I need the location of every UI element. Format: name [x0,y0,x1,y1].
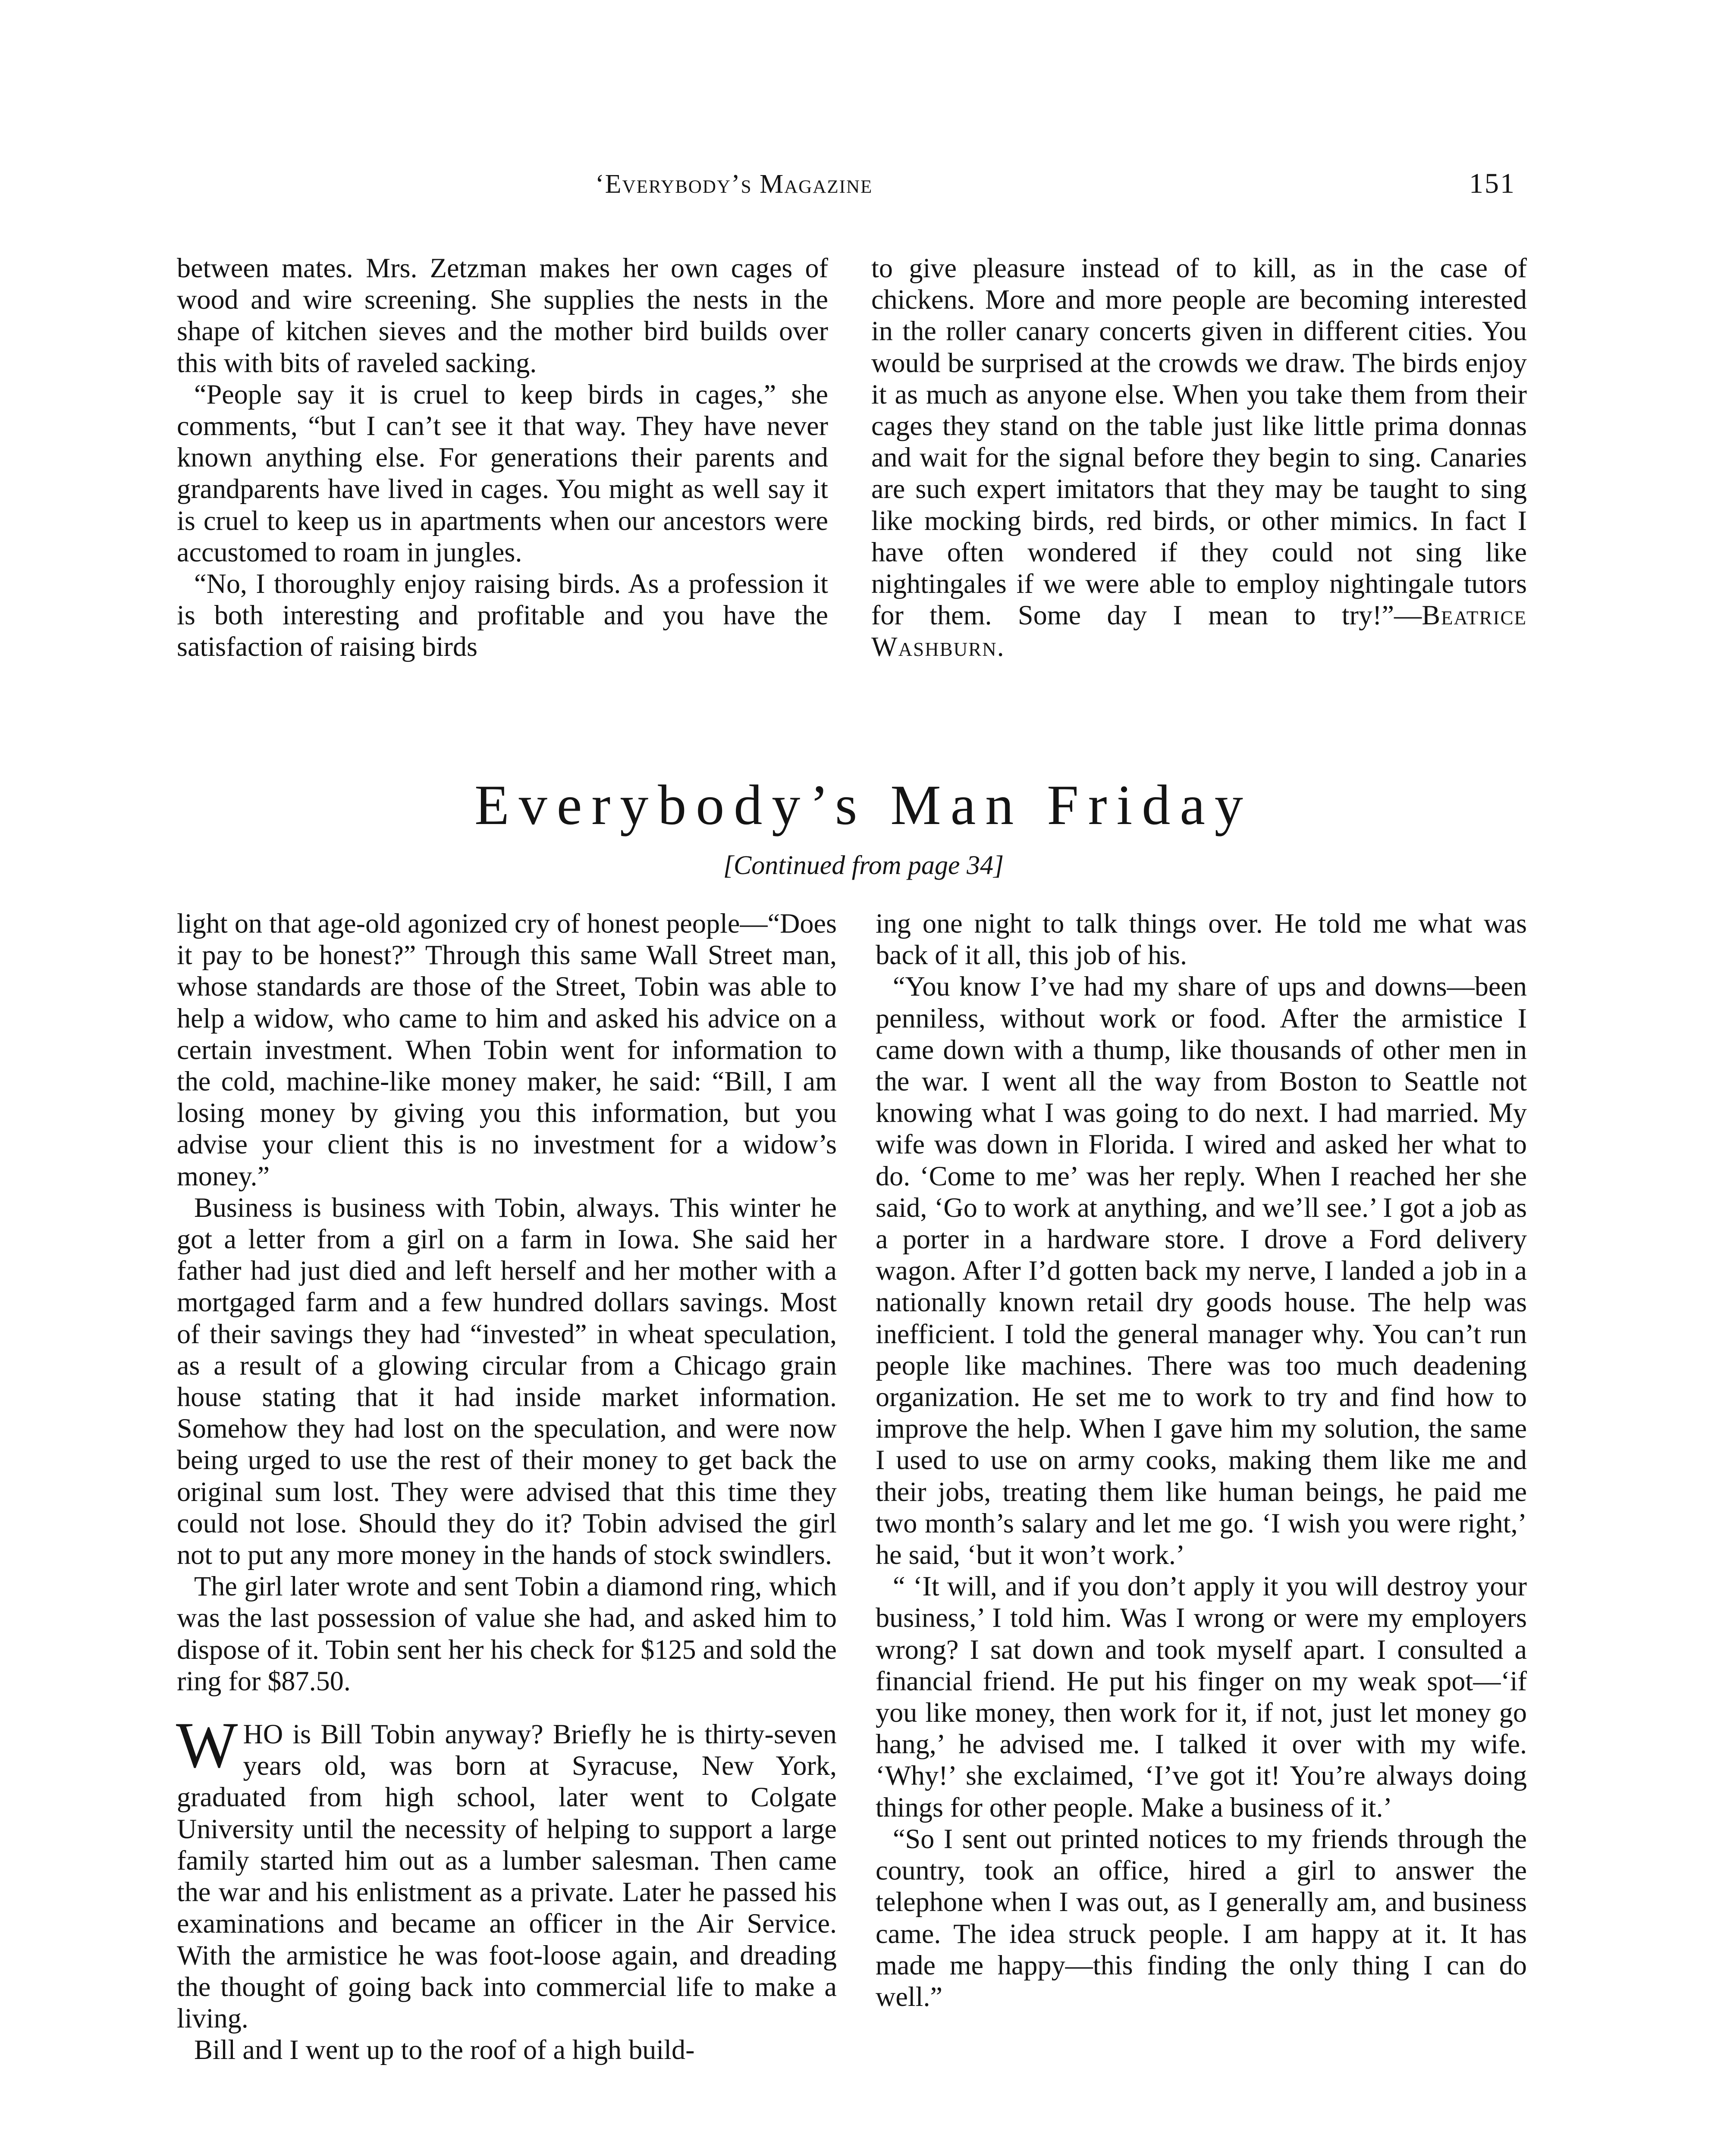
paragraph: Bill and I went up to the roof of a high build- [194,2034,695,2065]
paragraph: ing one night to talk things over. He told me what was back of it all, this job of his. [876,908,1527,971]
paragraph: The girl later wrote and sent Tobin a diamond ring, which was the last possession of value she had, and asked him to dispose of it. Tobin sent her his check for $125 and sold the ring for $87.50. [177,1571,837,1696]
section-lead-paragraph [176,1709,837,2034]
paragraph: “ ‘It will, and if you don’t apply it you will destroy your business,’ I told him. Was I wrong or were my employers wrong? I sat down and took myself apart. I consulted a financial friend. He put his finger on my weak spot—‘if you like money, then work for it, if not, just let money go hang,’ he advised me. I talked it over with my wife. ‘Why!’ she exclaimed, ‘I’ve got it! You’re always doing things for other people. Make a business of it.’ [876,1571,1527,1823]
page-number: 151 [1469,168,1516,199]
article-title: Everybody’s Man Friday [474,773,1253,837]
paragraph: “No, I thoroughly enjoy raising birds. As a profession it is both interesting and profitable and you have the satisfaction of raising birds [177,568,828,662]
canary-article-left-column [177,252,828,663]
feature-right-column [876,908,1527,2012]
paragraph: “People say it is cruel to keep birds in cages,” she comments, “but I can’t see it that way. They have never known anything else. For generations their parents and grandparents have lived in cages. You might as well say it is cruel to keep us in apartments when our ancestors were accustomed to roam in jungles. [177,379,828,567]
feature-left-column [177,908,837,2065]
paragraph: between mates. Mrs. Zetzman makes her own cages of wood and wire screening. She supplies the nests in the shape of kitchen sieves and the mother bird builds over this with bits of raveled sacking. [177,253,828,378]
paragraph: light on that age-old agonized cry of honest people—“Does it pay to be honest?” Through this same Wall Street man, whose standards are those of the Street, Tobin was able to help a widow, who came to him and asked his advice on a certain investment. When Tobin went for information to the cold, machine-like money maker, he said: “Bill, I am losing money by giving you this information, but you advise your client this is no investment for a widow’s money.” [177,908,837,1191]
paragraph: “So I sent out printed notices to my friends through the country, took an office, hired a girl to answer the telephone when I was out, as I generally am, and business came. The idea struck people. I am happy at it. It has made me happy—this finding the only thing I can do well.” [876,1823,1527,2012]
paragraph-text: to give pleasure instead of to kill, as in the case of chickens. More and more people are becoming interested in the roller canary concerts given in different cities. You would be surprised at the crowds we draw. The birds enjoy it as much as anyone else. When you take them from their cages they stand on the table just like little prima donnas and wait for the signal before they begin to sing. Canaries are such expert imitators that they may be taught to sing like mocking birds, red birds, or other mimics. In fact I have often wondered if they could not sing like nightingales if we were able to employ nightingale tutors for them. Some day I mean to try!”— [871,253,1527,631]
continued-from-note: [Continued from page 34] [723,851,1004,880]
section-lead-text: HO is Bill Tobin anyway? Briefly he is thirty-seven years old, was born at Syracuse, New York, graduated from high school, later went to Colgate University until the necessity of helping to support a large family started him out as a lumber salesman. Then came the war and his enlistment as a private. Later he passed his examinations and became an officer in the Air Service. With the armistice he was foot-loose again, and dreading the thought of going back into commercial life to make a living. [177,1719,837,2034]
canary-article-right-column [871,252,1527,663]
paragraph: Business is business with Tobin, always. This winter he got a letter from a girl on a farm in Iowa. She said her father had just died and left herself and her mother with a mortgaged farm and a few hundred dollars savings. Most of their savings they had “invested” in wheat speculation, as a result of a glowing circular from a Chicago grain house stating that it had inside market information. Somehow they had lost on the speculation, and were now being urged to use the rest of their money to get back the original sum lost. They were advised that this time they could not lose. Should they do it? Tobin advised the girl not to put any more money in the hands of stock swindlers. [177,1192,837,1570]
magazine-title [595,169,873,200]
paragraph: “You know I’ve had my share of ups and downs—been penniless, without work or food. After the armistice I came down with a thump, like thousands of other men in the war. I went all the way from Boston to Seattle not knowing what I was going to do next. I had married. My wife was down in Florida. I wired and asked her what to do. ‘Come to me’ was her reply. When I reached her she said, ‘Go to work at anything, and we’ll see.’ I got a job as a porter in a hardware store. I drove a Ford delivery wagon. After I’d gotten back my nerve, I landed a job in a nationally known retail dry goods house. The help was inefficient. I told the general manager why. You can’t run people like machines. There was too much deadening organization. He set me to work to try and find how to improve the help. When I gave him my solution, the same I used to use on army cooks, making them like me and their jobs, treating them like human beings, he paid me two month’s salary and let me go. ‘I wish you were right,’ he said, ‘but it won’t work.’ [876,971,1527,1570]
author-byline: Beatrice Washburn. [871,600,1527,662]
magazine-title-text: ‘Everybody’s Magazine [595,169,873,199]
drop-cap: W [176,1709,238,1782]
paragraph [871,252,1527,663]
